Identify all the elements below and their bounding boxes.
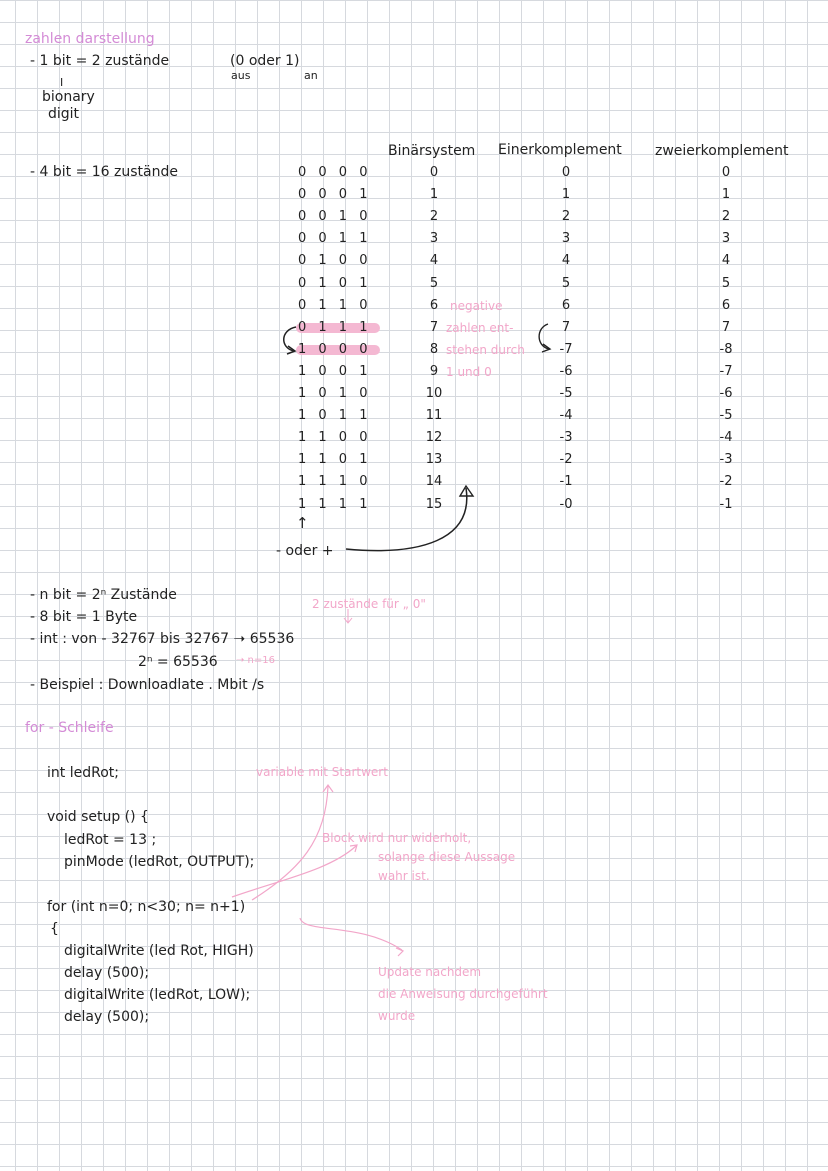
cell-einer-12: -3 — [559, 430, 573, 446]
code-line-9: digitalWrite (ledRot, LOW); — [64, 987, 251, 1003]
cell-einer-3: 3 — [561, 231, 571, 247]
up-arrow: ↑ — [296, 514, 309, 532]
cell-zweier-3: 3 — [721, 231, 731, 247]
note-block-2: solange diese Aussage — [378, 850, 516, 864]
bit-pointer: I — [60, 76, 64, 89]
code-line-7: digitalWrite (led Rot, HIGH) — [64, 943, 254, 959]
cell-zweier-12: -4 — [719, 430, 733, 446]
fact-beispiel: - Beispiel : Downloadlate . Mbit /s — [30, 677, 265, 693]
cell-binaer-12: 12 — [425, 430, 443, 446]
cell-zweier-11: -5 — [719, 408, 733, 424]
cell-einer-0: 0 — [561, 165, 571, 180]
header-einerkomplement: Einerkomplement — [498, 142, 622, 158]
label-an: an — [304, 69, 318, 82]
code-line-8: delay (500); — [64, 965, 150, 981]
cell-zweier-4: 4 — [721, 253, 731, 269]
cell-bits-5: 0 1 0 1 — [298, 275, 371, 291]
cell-zweier-10: -6 — [719, 386, 733, 401]
cell-binaer-11: 11 — [425, 408, 443, 424]
arrow-rotate-left — [284, 327, 296, 351]
cell-binaer-1: 1 — [429, 187, 439, 203]
note-variable: variable mit Startwert — [256, 765, 388, 779]
arrow-update — [300, 918, 402, 950]
cell-bits-15: 1 1 1 1 — [298, 496, 371, 512]
cell-zweier-8: -8 — [719, 341, 733, 357]
bit-fact-4: - 4 bit = 16 zustände — [30, 164, 178, 180]
cell-bits-7: 0 1 1 1 — [298, 319, 371, 335]
cell-zweier-7: 7 — [721, 319, 731, 335]
cell-bits-14: 1 1 1 0 — [298, 474, 371, 490]
note-negative-1: negative — [450, 299, 503, 313]
cell-bits-4: 0 1 0 0 — [298, 253, 371, 269]
cell-binaer-4: 4 — [429, 253, 439, 269]
cell-einer-6: 6 — [561, 297, 571, 313]
arrow-variable — [252, 786, 328, 900]
label-digit: digit — [48, 106, 80, 122]
cell-binaer-0: 0 — [429, 165, 439, 180]
code-line-6: { — [50, 921, 59, 937]
note-block-3: wahr ist. — [378, 869, 430, 883]
cell-einer-5: 5 — [561, 275, 571, 291]
code-line-3: ledRot = 13 ; — [64, 832, 157, 848]
cell-bits-2: 0 0 1 0 — [298, 209, 371, 225]
cell-bits-9: 1 0 0 1 — [298, 363, 371, 379]
cell-einer-9: -6 — [559, 363, 573, 379]
note-negative-3: stehen durch — [446, 343, 525, 357]
cell-binaer-14: 14 — [425, 474, 443, 490]
cell-bits-0: 0 0 0 0 — [298, 165, 371, 180]
code-line-2: void setup () { — [47, 809, 149, 825]
cell-zweier-9: -7 — [719, 363, 733, 379]
fact-int: - int : von - 32767 bis 32767 ➝ 65536 — [30, 631, 295, 647]
code-line-10: delay (500); — [64, 1009, 150, 1025]
cell-einer-1: 1 — [561, 187, 571, 203]
cell-einer-13: -2 — [559, 452, 573, 468]
cell-binaer-10: 10 — [425, 386, 443, 401]
cell-binaer-7: 7 — [429, 319, 439, 335]
cell-einer-8: -7 — [559, 341, 573, 357]
fact-byte: - 8 bit = 1 Byte — [30, 609, 138, 625]
fact-pow: 2ⁿ = 65536 — [138, 654, 218, 670]
bit-values: (0 oder 1) — [230, 53, 300, 69]
bit-fact-1: - 1 bit = 2 zustände — [30, 53, 170, 69]
cell-zweier-14: -2 — [719, 474, 733, 490]
cell-zweier-1: 1 — [721, 187, 731, 203]
code-line-1: int ledRot; — [47, 765, 119, 781]
cell-einer-2: 2 — [561, 209, 571, 225]
cell-bits-13: 1 1 0 1 — [298, 452, 371, 468]
note-negative-4: 1 und 0 — [446, 365, 492, 379]
section-heading-for: for - Schleife — [25, 720, 114, 736]
cell-bits-11: 1 0 1 1 — [298, 408, 371, 424]
note-negative-2: zahlen ent- — [446, 321, 514, 335]
cell-binaer-3: 3 — [429, 231, 439, 247]
cell-zweier-2: 2 — [721, 209, 731, 225]
cell-einer-14: -1 — [559, 474, 573, 490]
note-update-1: Update nachdem — [378, 965, 482, 979]
cell-binaer-2: 2 — [429, 209, 439, 225]
header-zweierkomplement: zweierkomplement — [655, 143, 789, 159]
label-aus: aus — [231, 69, 251, 82]
cell-bits-8: 1 0 0 0 — [298, 341, 371, 357]
cell-einer-4: 4 — [561, 253, 571, 269]
cell-zweier-13: -3 — [719, 452, 733, 468]
code-line-4: pinMode (ledRot, OUTPUT); — [64, 854, 255, 870]
cell-zweier-6: 6 — [721, 297, 731, 313]
cell-binaer-5: 5 — [429, 275, 439, 291]
cell-einer-7: 7 — [561, 319, 571, 335]
cell-binaer-13: 13 — [425, 452, 443, 468]
cell-einer-15: -0 — [559, 496, 573, 512]
header-binaersystem: Binärsystem — [388, 143, 476, 159]
note-zustande: 2 zustände für „ 0" — [312, 597, 426, 611]
note-pow: ➝ n=16 — [236, 655, 275, 666]
code-line-5: for (int n=0; n<30; n= n+1) — [47, 899, 246, 915]
label-bionary: bionary — [42, 89, 95, 105]
cell-zweier-15: -1 — [719, 496, 733, 512]
note-block-1: Block wird nur widerholt, — [322, 831, 472, 845]
cell-bits-6: 0 1 1 0 — [298, 297, 371, 313]
label-oder: - oder + — [276, 543, 334, 559]
fact-n-bit: - n bit = 2ⁿ Zustände — [30, 587, 177, 603]
cell-binaer-15: 15 — [425, 496, 443, 512]
cell-binaer-6: 6 — [429, 297, 439, 313]
cell-bits-3: 0 0 1 1 — [298, 231, 371, 247]
note-update-2: die Anweisung durchgeführt — [378, 987, 548, 1001]
note-update-3: wurde — [378, 1009, 416, 1023]
section-heading-zahlen: zahlen darstellung — [25, 31, 155, 47]
cell-bits-12: 1 1 0 0 — [298, 430, 371, 446]
cell-zweier-5: 5 — [721, 275, 731, 291]
cell-bits-1: 0 0 0 1 — [298, 187, 371, 203]
cell-zweier-0: 0 — [721, 165, 731, 180]
cell-bits-10: 1 0 1 0 — [298, 386, 371, 401]
cell-binaer-9: 9 — [429, 363, 439, 379]
cell-einer-11: -4 — [559, 408, 573, 424]
cell-einer-10: -5 — [559, 386, 573, 401]
cell-binaer-8: 8 — [429, 341, 439, 357]
